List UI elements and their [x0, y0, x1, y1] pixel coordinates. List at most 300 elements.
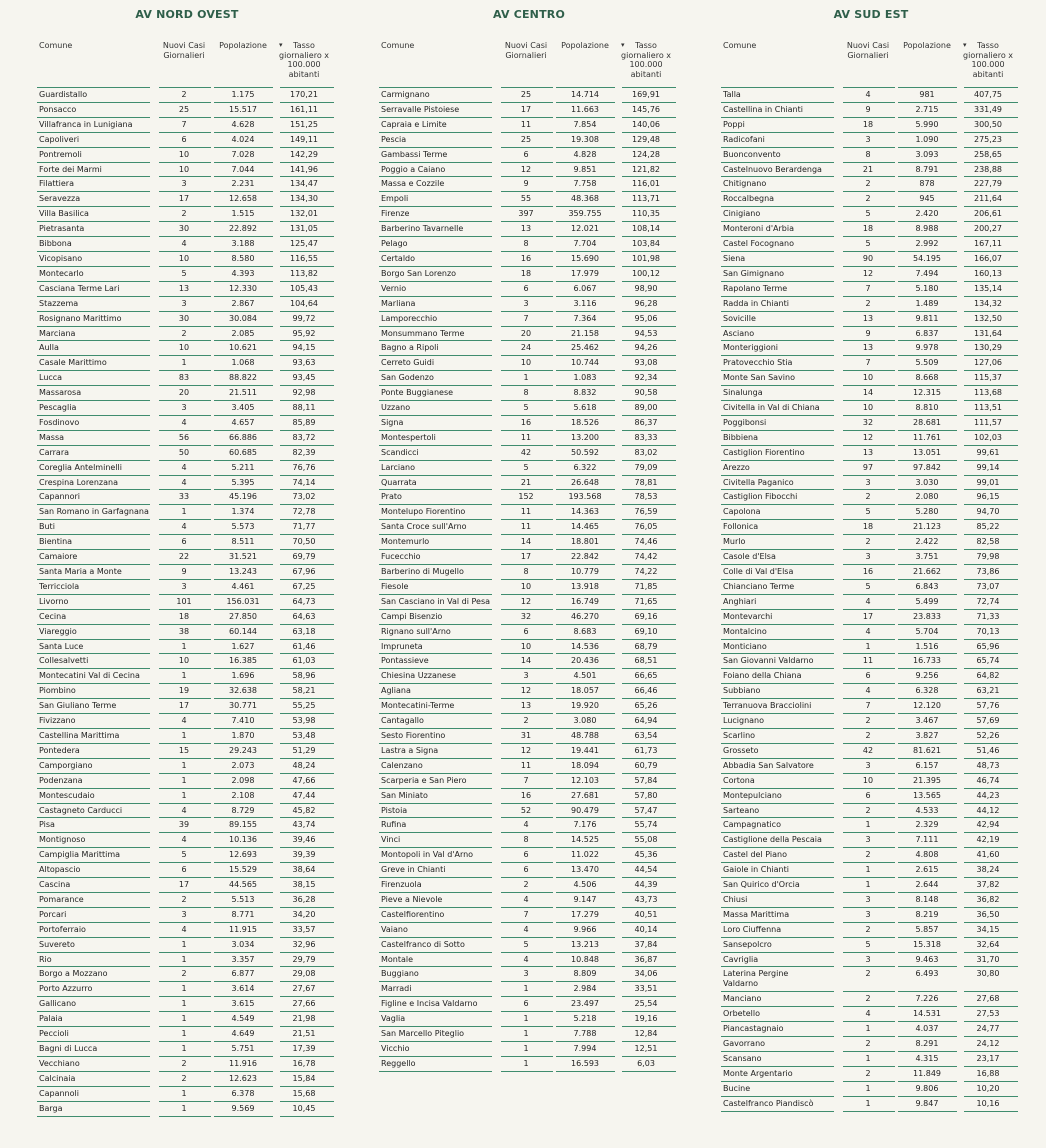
rate-cell: 40,14: [634, 924, 658, 934]
table-row: [721, 848, 1021, 863]
rate-cell: 64,82: [976, 671, 1000, 681]
new-cases-cell: 10: [862, 403, 874, 413]
rate-cell: 42,94: [976, 820, 1000, 830]
new-cases-cell: 12: [862, 268, 874, 278]
table-row: [721, 908, 1021, 923]
new-cases-cell: 18: [178, 611, 190, 621]
new-cases-cell: 1: [181, 1088, 187, 1098]
comune-cell: Scarperia e San Piero: [381, 775, 467, 785]
rate-cell: 29,79: [292, 954, 316, 964]
new-cases-cell: 11: [520, 507, 532, 517]
comune-cell: Gavorrano: [723, 1039, 766, 1049]
comune-cell: Podenzana: [39, 775, 83, 785]
row-underline: [501, 1071, 553, 1072]
table-row: [721, 625, 1021, 640]
new-cases-cell: 5: [523, 939, 529, 949]
population-cell: 8.832: [573, 388, 597, 398]
table-row: [379, 148, 679, 163]
rate-cell: 85,22: [976, 522, 1000, 532]
comune-cell: Vecchiano: [39, 1058, 80, 1068]
table-row: [37, 297, 337, 312]
table-row: [37, 476, 337, 491]
table-row: [721, 252, 1021, 267]
population-cell: 2.108: [231, 790, 255, 800]
comune-cell: Massa e Cozzile: [381, 179, 445, 189]
row-underline: [379, 1071, 492, 1072]
rate-cell: 300,50: [974, 119, 1002, 129]
population-cell: 1.870: [231, 730, 255, 740]
new-cases-cell: 1: [523, 984, 529, 994]
comune-cell: Fivizzano: [39, 716, 76, 726]
rate-cell: 130,29: [974, 343, 1002, 353]
population-cell: 2.422: [915, 537, 939, 547]
new-cases-cell: 12: [520, 745, 532, 755]
rate-cell: 70,13: [976, 626, 1000, 636]
comune-cell: Firenze: [381, 209, 410, 219]
table-row: [37, 923, 337, 938]
table-row: [721, 1052, 1021, 1067]
population-cell: 7.364: [573, 313, 597, 323]
rate-cell: 99,61: [976, 447, 1000, 457]
table-row: [721, 967, 1021, 992]
comune-cell: Sansepolcro: [723, 939, 772, 949]
population-cell: 4.808: [915, 850, 939, 860]
population-cell: 19.308: [571, 134, 599, 144]
comune-cell: Asciano: [723, 328, 755, 338]
header-daily-rate[interactable]: Tasso giornaliero x 100.000 abitanti: [279, 41, 329, 79]
new-cases-cell: 3: [523, 969, 529, 979]
rate-cell: 53,98: [292, 716, 316, 726]
population-cell: 50.592: [571, 447, 599, 457]
comune-cell: Radda in Chianti: [723, 298, 789, 308]
table-row: [721, 654, 1021, 669]
population-cell: 97.842: [913, 462, 941, 472]
table-row: [721, 267, 1021, 282]
comune-cell: Serravalle Pistoiese: [381, 104, 460, 114]
comune-cell: Castel del Piano: [723, 850, 787, 860]
rate-cell: 64,63: [292, 611, 316, 621]
comune-cell: Sarteano: [723, 805, 760, 815]
new-cases-cell: 4: [181, 805, 187, 815]
new-cases-cell: 25: [520, 134, 532, 144]
rate-cell: 57,80: [634, 790, 658, 800]
comune-cell: Castiglion Fibocchi: [723, 492, 798, 502]
table-row: [37, 848, 337, 863]
rate-cell: 127,06: [974, 358, 1002, 368]
table-row: [721, 163, 1021, 178]
population-cell: 5.499: [915, 596, 939, 606]
population-cell: 7.410: [231, 716, 255, 726]
new-cases-cell: 3: [865, 954, 871, 964]
population-cell: 1.374: [231, 507, 255, 517]
table-row: [721, 714, 1021, 729]
comune-cell: Monte Argentario: [723, 1069, 793, 1078]
comune-cell: San Godenzo: [381, 373, 434, 383]
new-cases-cell: 13: [862, 343, 874, 353]
population-cell: 13.051: [913, 447, 941, 457]
comune-cell: Casale Marittimo: [39, 358, 107, 368]
population-cell: 2.085: [231, 328, 255, 338]
population-cell: 20.436: [571, 656, 599, 666]
rate-cell: 27,68: [976, 994, 1000, 1004]
rate-cell: 113,51: [974, 403, 1002, 413]
table-row: [379, 520, 679, 535]
rate-cell: 169,91: [632, 90, 660, 99]
new-cases-cell: 8: [523, 835, 529, 845]
population-cell: 21.123: [913, 522, 941, 532]
rate-cell: 36,50: [976, 909, 1000, 919]
comune-cell: Viareggio: [39, 626, 77, 636]
population-cell: 14.465: [571, 522, 599, 532]
rate-cell: 71,65: [634, 596, 658, 606]
header-population: Popolazione: [903, 41, 951, 50]
table-row: [721, 992, 1021, 1007]
header-daily-rate[interactable]: Tasso giornaliero x 100.000 abitanti: [621, 41, 671, 79]
comune-cell: Pontremoli: [39, 149, 82, 159]
comune-cell: Livorno: [39, 596, 69, 606]
population-cell: 12.021: [571, 224, 599, 234]
table-row: [721, 118, 1021, 133]
population-cell: 12.103: [571, 775, 599, 785]
population-cell: 6.322: [573, 462, 597, 472]
comune-cell: Fucecchio: [381, 552, 421, 562]
rate-cell: 17,39: [292, 1044, 316, 1053]
new-cases-cell: 1: [181, 641, 187, 651]
rate-cell: 78,53: [634, 492, 658, 502]
table-row: [37, 684, 337, 699]
rate-cell: 34,20: [292, 909, 316, 919]
new-cases-cell: 1: [865, 1083, 871, 1093]
rate-cell: 161,11: [290, 104, 318, 114]
sort-descending-icon[interactable]: ▾: [279, 41, 283, 49]
table-row: [721, 133, 1021, 148]
table-row: [37, 103, 337, 118]
population-cell: 14.531: [913, 1009, 941, 1019]
comune-cell: Vicchio: [381, 1044, 410, 1053]
table-row: [379, 595, 679, 610]
population-cell: 19.920: [571, 701, 599, 711]
comune-cell: Montignoso: [39, 835, 86, 845]
rate-cell: 95,92: [292, 328, 316, 338]
new-cases-cell: 30: [178, 313, 190, 323]
table-row: [721, 446, 1021, 461]
table-row: [379, 1042, 679, 1057]
rate-cell: 51,46: [976, 745, 1000, 755]
rate-cell: 73,07: [976, 581, 1000, 591]
population-cell: 878: [919, 179, 935, 189]
population-cell: 4.549: [231, 1014, 255, 1024]
population-cell: 7.854: [573, 119, 597, 129]
comune-cell: Cascina: [39, 880, 71, 890]
new-cases-cell: 4: [865, 596, 871, 606]
rate-cell: 15,68: [292, 1088, 316, 1098]
rate-cell: 105,43: [290, 283, 318, 293]
rate-cell: 39,46: [292, 835, 316, 845]
table-row: [721, 282, 1021, 297]
new-cases-cell: 13: [520, 224, 532, 234]
new-cases-cell: 5: [865, 581, 871, 591]
comune-cell: Pontassieve: [381, 656, 429, 666]
table-row: [37, 714, 337, 729]
row-underline: [214, 1116, 273, 1117]
new-cases-cell: 4: [181, 522, 187, 532]
header-underline: [556, 87, 615, 88]
comune-cell: Casciana Terme Lari: [39, 283, 120, 293]
comune-cell: Terricciola: [39, 581, 80, 591]
rate-cell: 57,76: [976, 701, 1000, 711]
header-underline: [37, 87, 150, 88]
population-cell: 13.565: [913, 790, 941, 800]
table-row: [37, 953, 337, 968]
table-row: [37, 1057, 337, 1072]
rate-cell: 34,06: [634, 969, 658, 979]
population-cell: 13.470: [571, 865, 599, 875]
comune-cell: Borgo San Lorenzo: [381, 268, 457, 278]
row-underline: [843, 1111, 895, 1112]
new-cases-cell: 17: [178, 701, 190, 711]
table-row: [37, 863, 337, 878]
comune-cell: Camaiore: [39, 552, 78, 562]
comune-cell: Portoferraio: [39, 924, 86, 934]
new-cases-cell: 7: [523, 775, 529, 785]
rate-cell: 68,79: [634, 641, 658, 651]
rate-cell: 57,84: [634, 775, 658, 785]
table-row: [379, 490, 679, 505]
new-cases-cell: 4: [865, 626, 871, 636]
new-cases-cell: 3: [181, 298, 187, 308]
rate-cell: 99,01: [976, 477, 1000, 487]
rate-cell: 38,64: [292, 865, 316, 875]
table-row: [721, 669, 1021, 684]
rate-cell: 63,18: [292, 626, 316, 636]
comune-cell: Monsummano Terme: [381, 328, 465, 338]
table-row: [379, 908, 679, 923]
table-row: [379, 401, 679, 416]
table-row: [379, 297, 679, 312]
population-cell: 21.511: [229, 388, 257, 398]
table-row: [721, 192, 1021, 207]
rate-cell: 238,88: [974, 164, 1002, 174]
population-cell: 5.395: [231, 477, 255, 487]
new-cases-cell: 1: [523, 373, 529, 383]
population-cell: 3.467: [915, 716, 939, 726]
new-cases-cell: 31: [520, 730, 532, 740]
comune-cell: Villa Basilica: [39, 209, 89, 219]
new-cases-cell: 2: [865, 716, 871, 726]
table-row: [37, 804, 337, 819]
rate-cell: 55,74: [634, 820, 658, 830]
rate-cell: 113,68: [974, 388, 1002, 398]
comune-cell: Castelfranco Piandiscò: [723, 1098, 814, 1108]
new-cases-cell: 42: [862, 745, 874, 755]
table-row: [379, 505, 679, 520]
new-cases-cell: 4: [865, 686, 871, 696]
comune-cell: Subbiano: [723, 686, 761, 696]
table-row: [379, 535, 679, 550]
rate-cell: 102,03: [974, 432, 1002, 442]
new-cases-cell: 5: [865, 939, 871, 949]
new-cases-cell: 7: [865, 283, 871, 293]
new-cases-cell: 10: [862, 775, 874, 785]
population-cell: 30.084: [229, 313, 257, 323]
table-row: [721, 490, 1021, 505]
population-cell: 4.506: [573, 880, 597, 890]
population-cell: 8.683: [573, 626, 597, 636]
comune-cell: Anghiari: [723, 596, 757, 606]
comune-cell: Bibbiena: [723, 432, 758, 442]
new-cases-cell: 1: [181, 954, 187, 964]
new-cases-cell: 2: [865, 994, 871, 1004]
header-underline: [898, 87, 957, 88]
comune-cell: Agliana: [381, 686, 411, 696]
comune-cell: Castel Focognano: [723, 239, 794, 249]
table-row: [379, 207, 679, 222]
rate-cell: 42,19: [976, 835, 1000, 845]
table-row: [37, 371, 337, 386]
rate-cell: 16,88: [976, 1069, 1000, 1078]
population-cell: 4.393: [231, 268, 255, 278]
new-cases-cell: 1: [181, 939, 187, 949]
new-cases-cell: 25: [520, 90, 532, 99]
population-cell: 19.441: [571, 745, 599, 755]
population-cell: 1.068: [231, 358, 255, 368]
population-cell: 8.809: [573, 969, 597, 979]
table-row: [721, 744, 1021, 759]
rate-cell: 66,65: [634, 671, 658, 681]
rate-cell: 45,36: [634, 850, 658, 860]
new-cases-cell: 2: [181, 894, 187, 904]
header-underline: [280, 87, 334, 88]
rate-cell: 74,42: [634, 552, 658, 562]
population-cell: 45.196: [229, 492, 257, 502]
population-cell: 4.501: [573, 671, 597, 681]
table-row: [37, 177, 337, 192]
new-cases-cell: 2: [181, 1058, 187, 1068]
new-cases-cell: 11: [520, 119, 532, 129]
new-cases-cell: 2: [181, 90, 187, 99]
population-cell: 1.627: [231, 641, 255, 651]
comune-cell: Pietrasanta: [39, 224, 85, 234]
comune-cell: Firenzuola: [381, 880, 422, 890]
comune-cell: Montelupo Fiorentino: [381, 507, 466, 517]
comune-cell: Colle di Val d'Elsa: [723, 567, 794, 576]
comune-cell: Gallicano: [39, 999, 77, 1009]
table-row: [379, 759, 679, 774]
rate-cell: 43,73: [634, 894, 658, 904]
population-cell: 6.843: [915, 581, 939, 591]
new-cases-cell: 4: [181, 417, 187, 427]
new-cases-cell: 3: [523, 298, 529, 308]
comune-cell: San Giovanni Valdarno: [723, 656, 814, 666]
comune-cell: Talla: [723, 90, 741, 99]
table-row: [721, 505, 1021, 520]
rate-cell: 125,47: [290, 239, 318, 249]
comune-cell: Bagno a Ripoli: [381, 343, 439, 353]
rate-cell: 32,64: [976, 939, 1000, 949]
population-cell: 14.714: [571, 90, 599, 99]
header-underline: [379, 87, 492, 88]
row-underline: [964, 1111, 1018, 1112]
rate-cell: 111,57: [974, 417, 1002, 427]
table-row: [379, 550, 679, 565]
header-new-cases: Nuovi Casi Giornalieri: [846, 41, 890, 60]
rate-cell: 33,57: [292, 924, 316, 934]
new-cases-cell: 2: [523, 716, 529, 726]
comune-cell: Vaiano: [381, 924, 408, 934]
rate-cell: 92,98: [292, 388, 316, 398]
comune-cell: Capannori: [39, 492, 81, 502]
rate-cell: 38,15: [292, 880, 316, 890]
population-cell: 4.828: [573, 149, 597, 159]
population-cell: 17.979: [571, 268, 599, 278]
table-row: [379, 282, 679, 297]
table-row: [379, 878, 679, 893]
rate-cell: 27,67: [292, 984, 316, 994]
table-row: [379, 1027, 679, 1042]
new-cases-cell: 1: [181, 358, 187, 368]
new-cases-cell: 2: [865, 924, 871, 934]
population-cell: 27.850: [229, 611, 257, 621]
new-cases-cell: 11: [520, 760, 532, 770]
header-underline: [214, 87, 273, 88]
header-daily-rate[interactable]: Tasso giornaliero x 100.000 abitanti: [963, 41, 1013, 79]
comune-cell: Ponsacco: [39, 104, 77, 114]
table-row: [721, 177, 1021, 192]
population-cell: 9.147: [573, 894, 597, 904]
population-cell: 16.733: [913, 656, 941, 666]
table-row: [379, 371, 679, 386]
comune-cell: Fosdinovo: [39, 417, 80, 427]
comune-cell: Bientina: [39, 537, 73, 547]
comune-cell: Pratovecchio Stia: [723, 358, 793, 368]
comune-cell: Porcari: [39, 909, 67, 919]
new-cases-cell: 9: [181, 567, 187, 576]
rate-cell: 71,77: [292, 522, 316, 532]
rate-cell: 63,54: [634, 730, 658, 740]
new-cases-cell: 56: [178, 432, 190, 442]
table-row: [379, 1057, 679, 1072]
comune-cell: Piancastagnaio: [723, 1024, 784, 1034]
rate-cell: 79,09: [634, 462, 658, 472]
rate-cell: 69,79: [292, 552, 316, 562]
sort-descending-icon[interactable]: ▾: [621, 41, 625, 49]
comune-cell: Marliana: [381, 298, 416, 308]
new-cases-cell: 1: [865, 1098, 871, 1108]
new-cases-cell: 2: [865, 537, 871, 547]
new-cases-cell: 3: [181, 909, 187, 919]
sort-descending-icon[interactable]: ▾: [963, 41, 967, 49]
comune-cell: Capannoli: [39, 1088, 79, 1098]
comune-cell: Seravezza: [39, 194, 81, 204]
comune-cell: Barberino di Mugello: [381, 567, 464, 576]
rate-cell: 67,25: [292, 581, 316, 591]
row-underline: [280, 1116, 334, 1117]
table-row: [37, 1042, 337, 1057]
rate-cell: 100,12: [632, 268, 660, 278]
population-cell: 12.120: [913, 701, 941, 711]
region-panel: [37, 0, 337, 1148]
rate-cell: 121,82: [632, 164, 660, 174]
population-cell: 5.704: [915, 626, 939, 636]
new-cases-cell: 7: [523, 909, 529, 919]
rate-cell: 131,05: [290, 224, 318, 234]
population-cell: 18.094: [571, 760, 599, 770]
comune-cell: Santa Croce sull'Arno: [381, 522, 467, 532]
population-cell: 27.681: [571, 790, 599, 800]
rate-cell: 23,17: [976, 1054, 1000, 1064]
new-cases-cell: 21: [520, 477, 532, 487]
comune-cell: San Quirico d'Orcia: [723, 880, 800, 890]
